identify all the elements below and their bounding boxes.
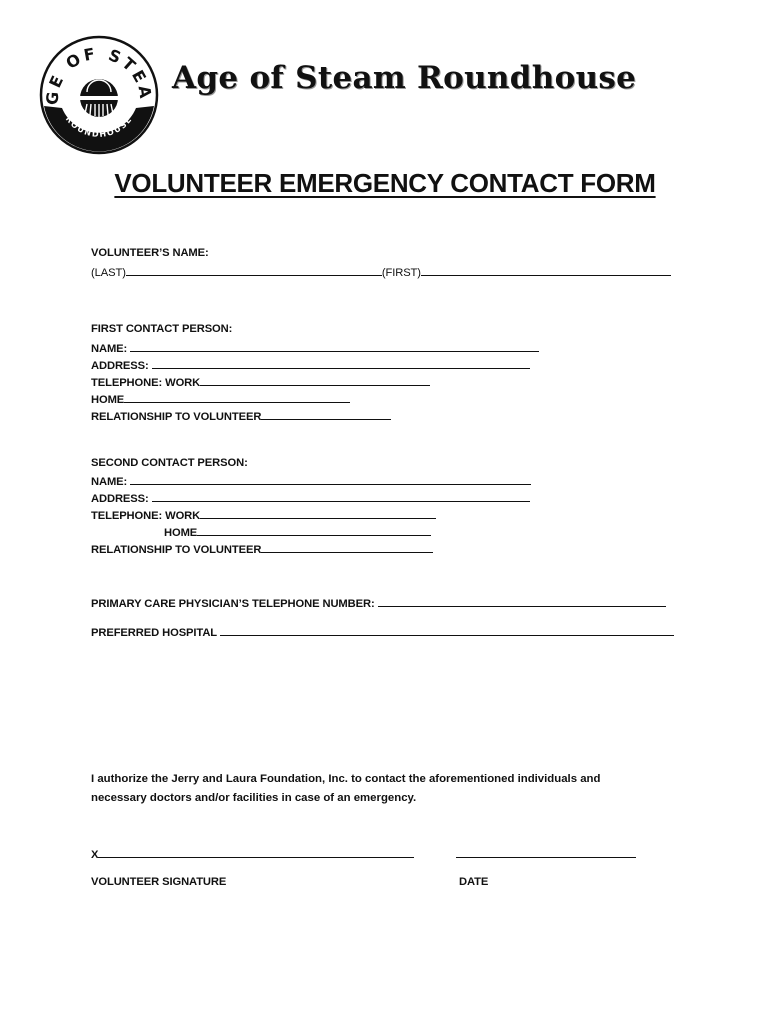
second-contact-name-field[interactable] <box>130 473 531 485</box>
first-contact-home-phone-label: HOME <box>91 394 125 406</box>
first-contact-address-label: ADDRESS: <box>91 360 149 372</box>
volunteer-name-label: VOLUNTEER’S NAME: <box>91 247 209 259</box>
first-contact-heading: FIRST CONTACT PERSON: <box>91 323 233 335</box>
second-contact-name-row <box>91 473 531 489</box>
first-contact-work-phone-label: TELEPHONE: WORK <box>91 377 201 389</box>
signature-label: VOLUNTEER SIGNATURE <box>91 876 227 888</box>
organization-name: Age of Steam Roundhouse <box>172 60 637 96</box>
date-row <box>456 846 636 862</box>
second-contact-work-phone-field[interactable] <box>200 507 436 519</box>
second-contact-address-row <box>91 490 530 506</box>
logo-emblem-icon <box>38 34 160 156</box>
second-contact-relationship-row <box>91 541 433 557</box>
authorization-statement: I authorize the Jerry and Laura Foundation, Inc. to contact the aforementioned individuals and necessary doctors and/or facilities in case of an emergency. <box>91 773 601 804</box>
second-contact-home-phone-row <box>164 524 431 540</box>
date-label: DATE <box>459 876 489 888</box>
first-contact-address-row <box>91 357 530 373</box>
preferred-hospital-row <box>91 624 674 640</box>
second-contact-relationship-field[interactable] <box>261 541 433 553</box>
second-contact-address-field[interactable] <box>152 490 530 502</box>
second-contact-relationship-label: RELATIONSHIP TO VOLUNTEER <box>91 544 262 556</box>
first-name-field[interactable] <box>421 264 671 276</box>
first-contact-name-row <box>91 340 539 356</box>
roundhouse-logo <box>38 34 160 156</box>
second-contact-work-phone-row <box>91 507 436 523</box>
physician-phone-row <box>91 595 666 611</box>
first-contact-address-field[interactable] <box>152 357 530 369</box>
signature-row <box>91 846 414 862</box>
preferred-hospital-field[interactable] <box>220 624 674 636</box>
second-contact-name-label: NAME: <box>91 476 128 488</box>
second-contact-work-phone-label: TELEPHONE: WORK <box>91 510 201 522</box>
second-contact-home-phone-label: HOME <box>164 527 198 539</box>
second-contact-address-label: ADDRESS: <box>91 493 149 505</box>
first-contact-relationship-label: RELATIONSHIP TO VOLUNTEER <box>91 411 262 423</box>
first-contact-home-phone-field[interactable] <box>124 391 350 403</box>
second-contact-home-phone-field[interactable] <box>197 524 431 536</box>
second-contact-heading: SECOND CONTACT PERSON: <box>91 457 248 469</box>
svg-text:AGE OF STEAM: GE OF STEA <box>42 43 156 106</box>
form-title: VOLUNTEER EMERGENCY CONTACT FORM <box>114 168 656 198</box>
first-contact-work-phone-field[interactable] <box>200 374 430 386</box>
first-name-label: (FIRST) <box>381 267 421 279</box>
first-contact-work-phone-row <box>91 374 430 390</box>
signature-field[interactable] <box>98 846 414 858</box>
last-name-label: (LAST) <box>91 267 126 279</box>
last-name-field[interactable] <box>126 264 382 276</box>
first-contact-name-label: NAME: <box>91 343 128 355</box>
volunteer-name-row <box>91 264 671 280</box>
date-field[interactable] <box>456 846 636 858</box>
signature-x-mark: X <box>91 849 99 861</box>
first-contact-relationship-field[interactable] <box>261 408 391 420</box>
first-contact-name-field[interactable] <box>130 340 539 352</box>
physician-phone-label: PRIMARY CARE PHYSICIAN’S TELEPHONE NUMBER: <box>91 598 375 610</box>
first-contact-relationship-row <box>91 408 391 424</box>
preferred-hospital-label: PREFERRED HOSPITAL <box>91 627 217 639</box>
first-contact-home-phone-row <box>91 391 350 407</box>
svg-text:ROUNDHOUSE: ROUNDHOUSE <box>63 114 135 139</box>
physician-phone-field[interactable] <box>378 595 666 607</box>
